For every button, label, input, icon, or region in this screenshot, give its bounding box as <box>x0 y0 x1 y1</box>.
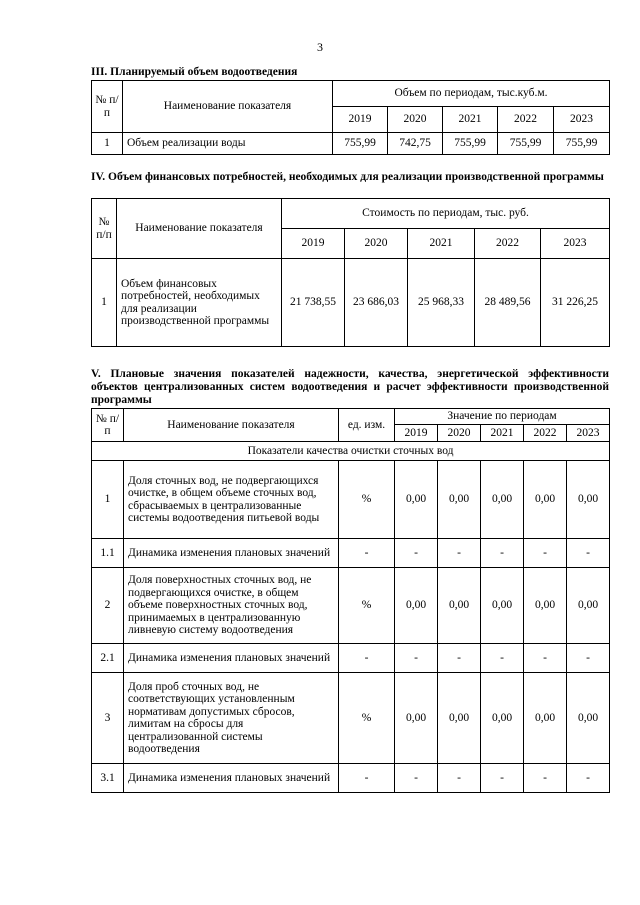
cell-value: 0,00 <box>524 673 567 764</box>
cell-value: 0,00 <box>438 568 481 644</box>
year-header: 2022 <box>524 425 567 442</box>
header-name: Наименование показателя <box>117 199 282 259</box>
quality-indicators-table <box>91 408 610 793</box>
row-name: Динамика изменения плановых значений <box>124 764 339 793</box>
year-header: 2023 <box>541 229 610 259</box>
cell-value: - <box>567 764 610 793</box>
year-header: 2021 <box>443 107 498 133</box>
row-name: Объем реализации воды <box>123 133 333 155</box>
row-name: Доля сточных вод, не подвергающихся очистке, в общем объеме сточных вод, сбрасываемых в централизованные системы водоотведения питьевой воды <box>124 461 339 539</box>
row-unit: % <box>339 673 395 764</box>
cell-value: 0,00 <box>524 461 567 539</box>
group-title: Показатели качества очистки сточных вод <box>92 442 610 461</box>
cell-value: - <box>395 644 438 673</box>
row-unit: % <box>339 568 395 644</box>
cell-value: - <box>524 644 567 673</box>
section-4-title: IV. Объем финансовых потребностей, необходимых для реализации производственной программы <box>91 171 604 183</box>
cell-value: 755,99 <box>498 133 554 155</box>
table-row <box>92 644 610 673</box>
cell-value: - <box>395 764 438 793</box>
cell-value: - <box>481 644 524 673</box>
cell-value: - <box>481 539 524 568</box>
cell-value: 0,00 <box>438 461 481 539</box>
cell-value: 0,00 <box>567 461 610 539</box>
section-5-title: V. Плановые значения показателей надежности, качества, энергетической эффективности объектов централизованных систем водоотведения и расчет эффективности производственной программы <box>91 368 609 406</box>
table-row <box>92 673 610 764</box>
year-header: 2019 <box>395 425 438 442</box>
year-header: 2019 <box>333 107 388 133</box>
cell-value: 0,00 <box>567 568 610 644</box>
cell-value: - <box>524 764 567 793</box>
cell-value: 31 226,25 <box>541 259 610 347</box>
row-num: 1 <box>92 133 123 155</box>
row-name: Доля поверхностных сточных вод, не подвергающихся очистке, в общем объеме поверхностных сточных вод, принимаемых в централизованную ливневую систему водоотведения <box>124 568 339 644</box>
cell-value: 23 686,03 <box>345 259 408 347</box>
table-row <box>92 259 610 347</box>
year-header: 2019 <box>282 229 345 259</box>
cell-value: 25 968,33 <box>408 259 475 347</box>
cell-value: - <box>481 764 524 793</box>
table-row <box>92 568 610 644</box>
row-name: Динамика изменения плановых значений <box>124 539 339 568</box>
row-num: 3 <box>92 673 124 764</box>
header-unit: ед. изм. <box>339 409 395 442</box>
cell-value: - <box>438 644 481 673</box>
row-num: 2 <box>92 568 124 644</box>
cell-value: 755,99 <box>554 133 610 155</box>
row-num: 3.1 <box>92 764 124 793</box>
cell-value: - <box>395 539 438 568</box>
cell-value: - <box>438 539 481 568</box>
cell-value: 755,99 <box>443 133 498 155</box>
cell-value: 0,00 <box>481 461 524 539</box>
table-row <box>92 539 610 568</box>
row-unit: % <box>339 461 395 539</box>
cell-value: 742,75 <box>388 133 443 155</box>
row-name: Динамика изменения плановых значений <box>124 644 339 673</box>
header-num: № п/п <box>92 409 124 442</box>
row-unit: - <box>339 764 395 793</box>
cell-value: 0,00 <box>438 673 481 764</box>
year-header: 2022 <box>475 229 541 259</box>
row-name: Объем финансовых потребностей, необходимых для реализации производственной программы <box>117 259 282 347</box>
row-num: 1 <box>92 461 124 539</box>
row-name: Доля проб сточных вод, не соответствующих установленным нормативам допустимых сбросов, лимитам на сбросы для централизованной системы водоотведения <box>124 673 339 764</box>
cell-value: 0,00 <box>524 568 567 644</box>
year-header: 2023 <box>567 425 610 442</box>
cell-value: 0,00 <box>567 673 610 764</box>
cell-value: 21 738,55 <box>282 259 345 347</box>
table-row <box>92 764 610 793</box>
section-3-title: III. Планируемый объем водоотведения <box>91 66 298 78</box>
row-unit: - <box>339 644 395 673</box>
cell-value: - <box>567 644 610 673</box>
header-period: Значение по периодам <box>395 409 610 425</box>
cell-value: - <box>567 539 610 568</box>
header-period: Стоимость по периодам, тыс. руб. <box>282 199 610 229</box>
header-num: № п/п <box>92 199 117 259</box>
cell-value: 28 489,56 <box>475 259 541 347</box>
year-header: 2023 <box>554 107 610 133</box>
table-row <box>92 461 610 539</box>
financial-needs-table <box>91 198 610 347</box>
year-header: 2020 <box>438 425 481 442</box>
year-header: 2020 <box>388 107 443 133</box>
cell-value: 0,00 <box>481 568 524 644</box>
header-name: Наименование показателя <box>123 81 333 133</box>
cell-value: - <box>438 764 481 793</box>
row-num: 1.1 <box>92 539 124 568</box>
table-row <box>92 133 610 155</box>
water-disposal-volume-table <box>91 80 610 155</box>
year-header: 2021 <box>481 425 524 442</box>
cell-value: 0,00 <box>395 568 438 644</box>
cell-value: 0,00 <box>395 461 438 539</box>
year-header: 2021 <box>408 229 475 259</box>
header-name: Наименование показателя <box>124 409 339 442</box>
row-unit: - <box>339 539 395 568</box>
year-header: 2020 <box>345 229 408 259</box>
cell-value: 0,00 <box>395 673 438 764</box>
cell-value: 0,00 <box>481 673 524 764</box>
header-period: Объем по периодам, тыс.куб.м. <box>333 81 610 107</box>
header-num: № п/п <box>92 81 123 133</box>
page-number: 3 <box>317 40 323 54</box>
row-num: 2.1 <box>92 644 124 673</box>
row-num: 1 <box>92 259 117 347</box>
cell-value: - <box>524 539 567 568</box>
year-header: 2022 <box>498 107 554 133</box>
cell-value: 755,99 <box>333 133 388 155</box>
